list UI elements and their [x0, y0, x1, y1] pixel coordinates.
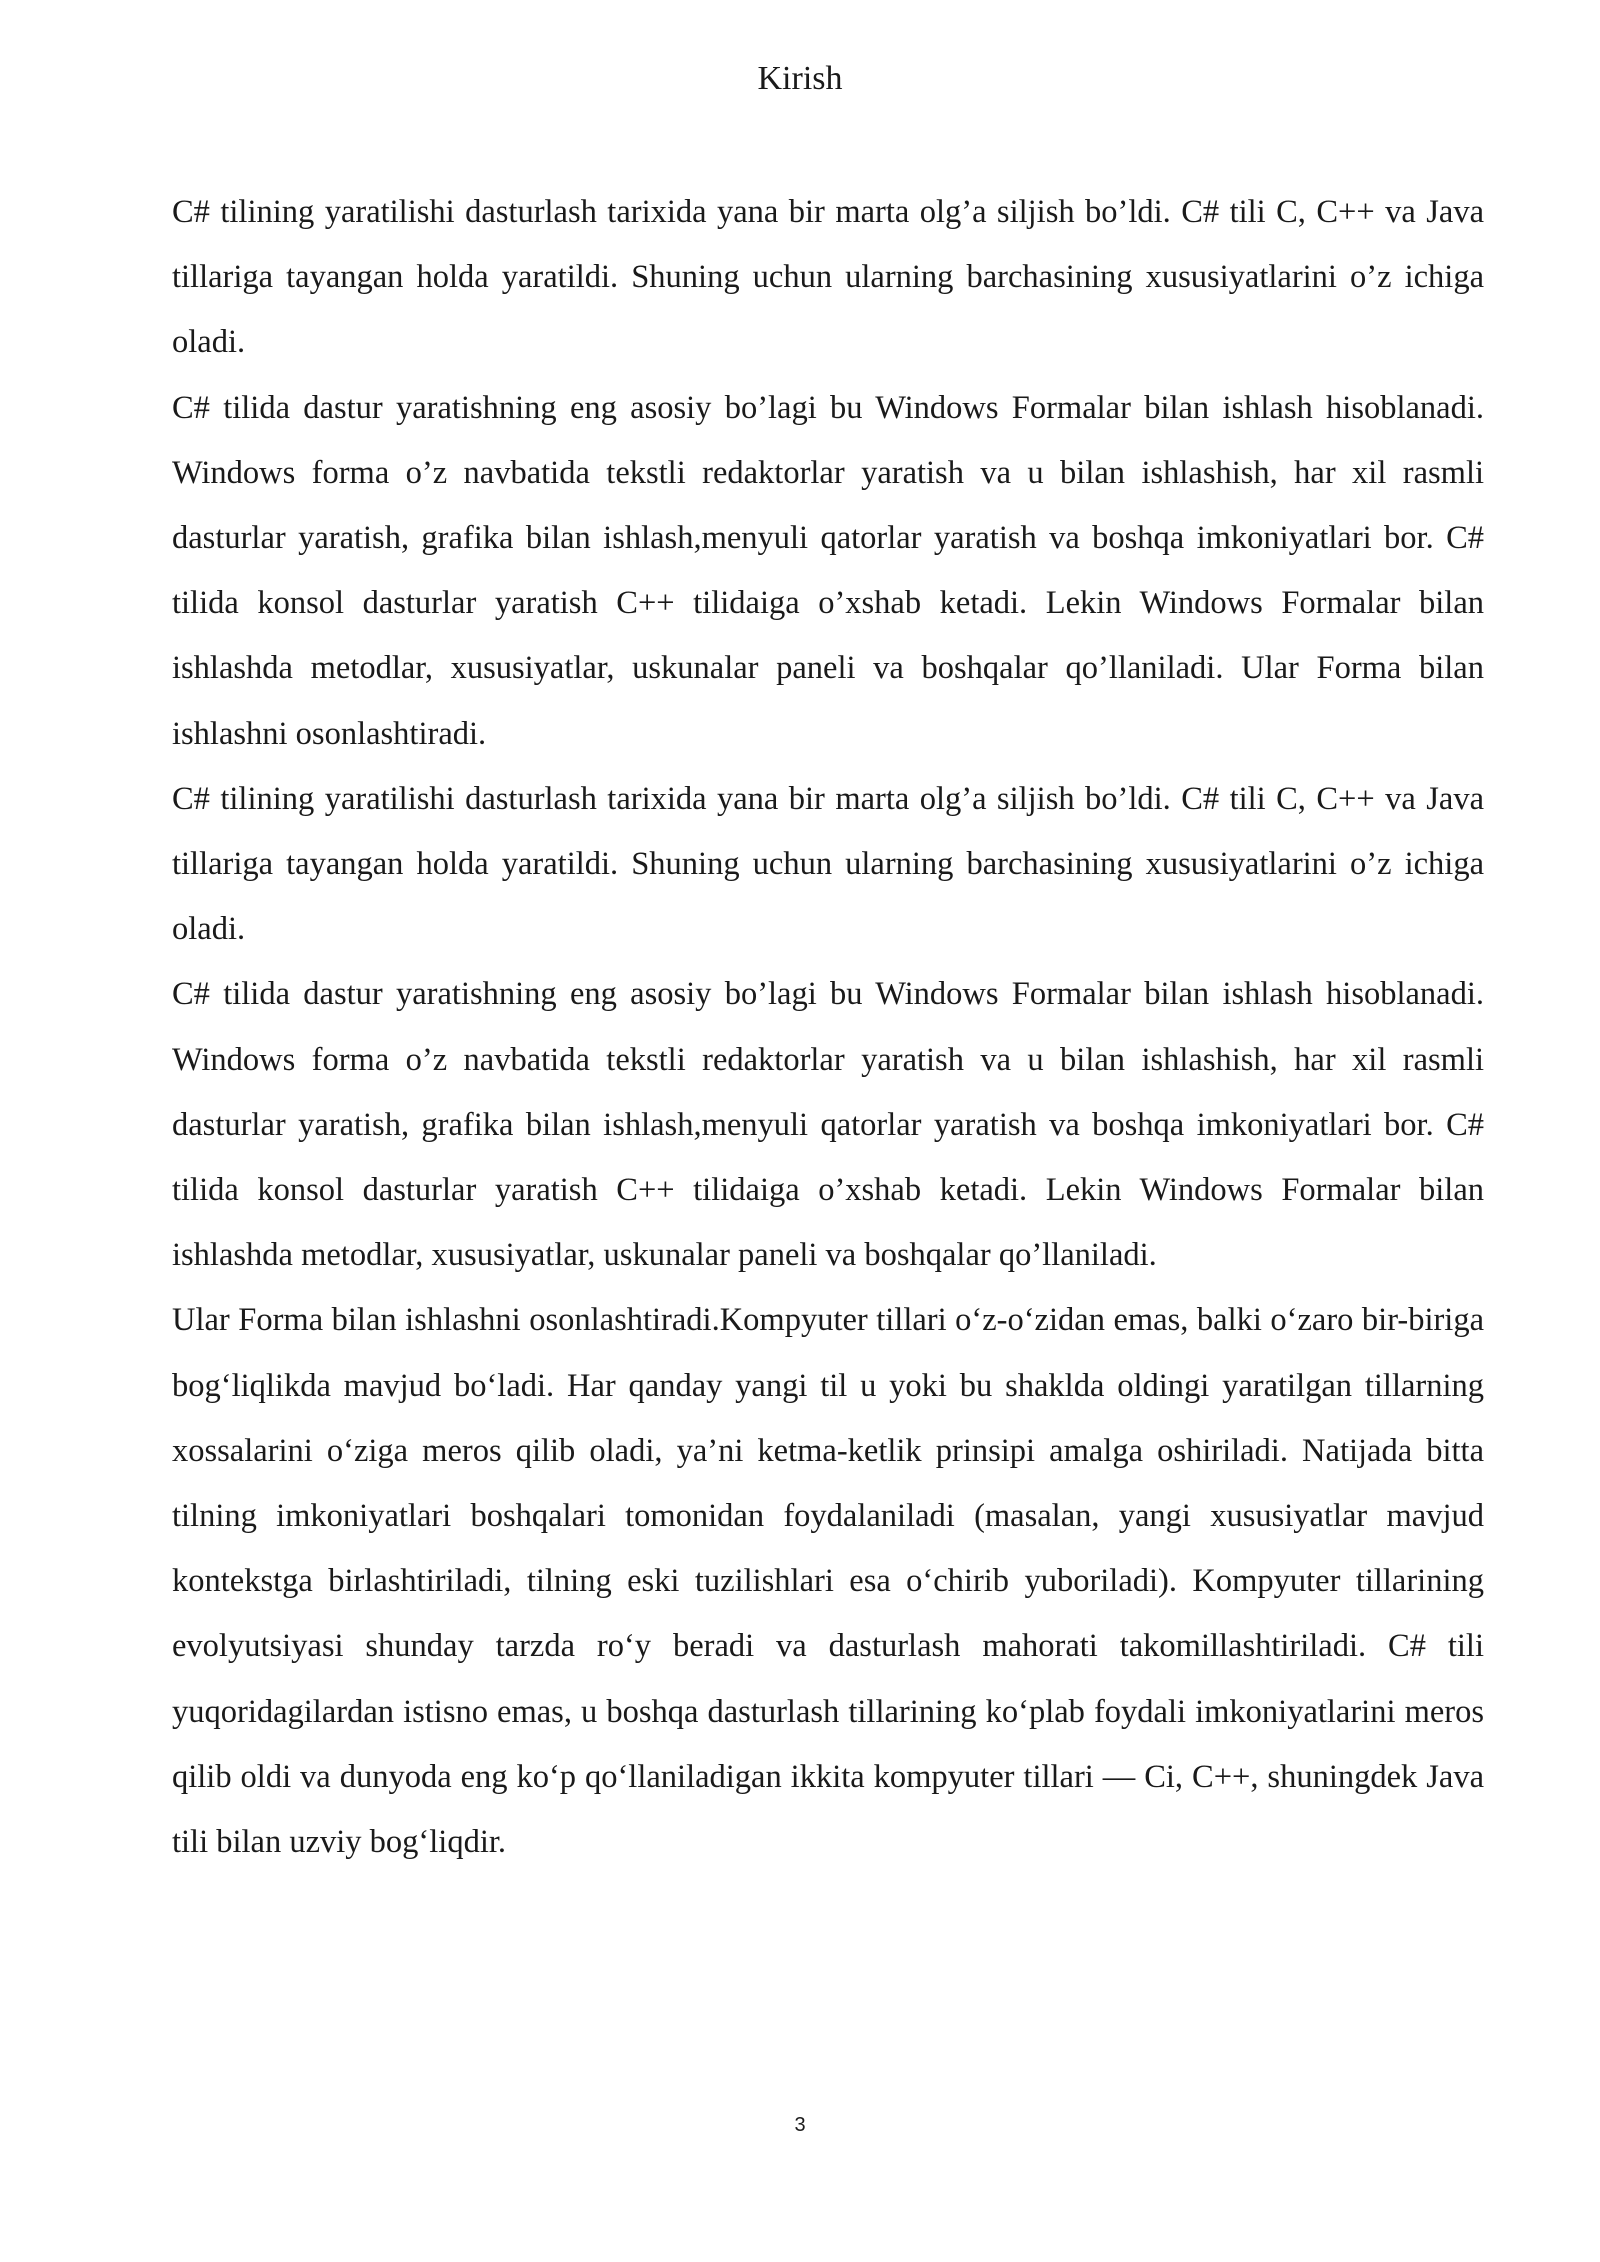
paragraph-3: C# tilining yaratilishi dasturlash tarixida yana bir marta olg’a siljish bo’ldi. C# tili C, C++ va Java tillariga tayangan holda yaratildi. Shuning uchun ularning barchasining xususiyatlarini o’z ichiga oladi.	[172, 780, 1484, 948]
page-title: Kirish	[757, 60, 843, 97]
paragraph-1: C# tilining yaratilishi dasturlash tarixida yana bir marta olg’a siljish bo’ldi. C# tili C, C++ va Java tillariga tayangan holda yaratildi. Shuning uchun ularning barchasining xususiyatlarini o’z ichiga oladi.	[172, 194, 1484, 361]
paragraph-5: Ular Forma bilan ishlashni osonlashtiradi.Kompyuter tillari o‘z-o‘zidan emas, balki o‘zaro bir-biriga bog‘liqlikda mavjud bo‘ladi. Har qanday yangi til u yoki bu shakldа oldingi yaratilgan tillarning xossalarini o‘ziga meros qilib oladi, ya’ni ketma-ketlik prinsipi amalga oshiriladi. Natijada bitta tilning imkoniyatlari boshqalari tomonidan foydalaniladi (masalan, yangi xususiyatlar mavjud kontekstga birlashtiriladi, tilning eski tuzilishlari esa o‘chirib yuboriladi). Kompyuter tillarining evolyutsiyasi shunday tarzda ro‘y beradi va dasturlash mahorati takomillashtiriladi. C# tili yuqoridagilardan istisno emas, u boshqa dasturlash tillarining ko‘plab foydali imkoniyatlarini meros qilib oldi va dunyoda eng ko‘p qo‘llaniladigan ikkita kompyuter tillari — Ci, C++, shuningdek Java tili bilan uzviy bog‘liqdir.	[172, 1302, 1484, 1861]
document-body	[172, 180, 1484, 1875]
page-number: 3	[794, 2114, 806, 2136]
paragraph-2: C# tilida dastur yaratishning eng asosiy bo’lagi bu Windows Formalar bilan ishlash hisoblanadi. Windows forma o’z navbatida tekstli redaktorlar yaratish va u bilan ishlashish, har xil rasmli dasturlar yaratish, grafika bilan ishlash,menyuli qatorlar yaratish va boshqa imkoniyatlari bor. C# tilida konsol dasturlar yaratish C++ tilidaiga o’xshab ketadi. Lekin Windows Formalar bilan ishlashda metodlar, xususiyatlar, uskunalar paneli va boshqalar qo’llaniladi. Ular Forma bilan ishlashni osonlashtiradi.	[172, 389, 1484, 752]
paragraph-4: C# tilida dastur yaratishning eng asosiy bo’lagi bu Windows Formalar bilan ishlash hisoblanadi. Windows forma o’z navbatida tekstli redaktorlar yaratish va u bilan ishlashish, har xil rasmli dasturlar yaratish, grafika bilan ishlash,menyuli qatorlar yaratish va boshqa imkoniyatlari bor. C# tilida konsol dasturlar yaratish C++ tilidaiga o’xshab ketadi. Lekin Windows Formalar bilan ishlashda metodlar, xususiyatlar, uskunalar paneli va boshqalar qo’llaniladi.	[172, 976, 1484, 1274]
